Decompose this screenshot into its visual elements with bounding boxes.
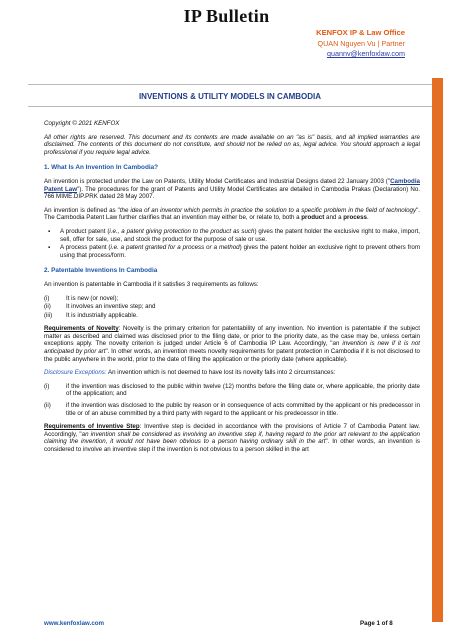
header-divider <box>28 84 432 85</box>
page-number: Page 1 of 8 <box>360 620 393 627</box>
copyright-line: Copyright © 2021 KENFOX <box>44 120 120 127</box>
email-link[interactable]: quannv@kenfoxlaw.com <box>326 49 405 58</box>
title-divider <box>28 106 432 107</box>
section-heading-1: 1. What Is An Invention In Cambodia? <box>44 164 159 172</box>
office-contact <box>316 28 405 60</box>
bullet-icon: ▪ <box>48 227 51 235</box>
paragraph-inventive-step: Requirements of Inventive Step: Inventive step is decided in accordance with the provisions of Article 7 of Cambodia Patent law. Accordingly, "an invention shall be considered as involving an inventive step if, having regard to the prior art relevant to the application claiming the invention, it would not have been obvious to a person having ordinary skill in the art". In other words, an invention is considered to involve an inventive step if the invention is not obvious to a person skilled in the art <box>44 423 420 453</box>
footer-website-link[interactable]: www.kenfoxlaw.com <box>44 620 105 627</box>
requirements-list <box>44 295 420 320</box>
list-item: ▪ A process patent (i.e. a patent granted for a process or a method) gives the patent holder an exclusive right to prevent others from using that process/form. <box>48 244 420 259</box>
paragraph-requirements-intro: An invention is patentable in Cambodia if it satisfies 3 requirements as follows: <box>44 280 259 288</box>
accent-sidebar <box>432 78 443 622</box>
bulletin-title: IP Bulletin <box>183 6 270 26</box>
exceptions-list <box>44 383 420 417</box>
patent-law-link[interactable]: Cambodia Patent Law <box>44 177 420 193</box>
list-item: (iii) It is industrially applicable. <box>44 311 138 319</box>
paragraph-disclosure-exceptions: Disclosure Exceptions: An invention which is not deemed to have lost its novelty falls into 2 circumstances: <box>44 369 336 377</box>
document-title: INVENTIONS & UTILITY MODELS IN CAMBODIA <box>138 92 322 101</box>
list-item: ▪ A product patent (i.e., a patent giving protection to the product as such) gives the patent holder the exclusive right to make, import, sell, offer for sale, use, and stock the product for the purpose of sale or use. <box>48 227 420 243</box>
paragraph-definition: An invention is defined as "the idea of an inventor which permits in practice the solution to a specific problem in the field of technology". The Cambodia Patent Law further clarifies that an invention may either be, or relate to, both a product and a process. <box>44 206 420 222</box>
patent-types-list <box>44 228 420 259</box>
disclaimer: All other rights are reserved. This document and its contents are made available on an "as is" basis, and all implied warranties are disclaimed. The contents of this document do not constitute, and should not be relied on as, legal advice. You should approach a legal professional if you require legal advice. <box>44 133 420 156</box>
list-item: (i) if the invention was disclosed to the public within twelve (12) months before the filing date or, where applicable, the priority date of the application; and <box>44 382 420 398</box>
list-item: (ii) if the invention was disclosed to the public by reason or in consequence of acts committed by the applicant or his predecessor in title or of an abuse committed by a third party with regard to the applicant or his predecessor in title. <box>44 402 420 417</box>
office-name: KENFOX IP & Law Office <box>316 28 405 37</box>
paragraph-novelty: Requirements of Novelty: Novelty is the primary criterion for patentability of any invention. No invention is patentable if the subject matter as described and claimed was disclosed prior to the filing date, or prior to the priority date, as the case may be, unless certain exceptions apply. The novelty criterion is judged under Article 6 of Cambodia IP Law. Accordingly, "an invention is new if it is not anticipated by prior art". In other words, an invention meets novelty requirements for patent protection in Cambodia if it is not disclosed to the public anywhere in the world, prior to the date of filing the application or the priority date (where applicable). <box>44 325 420 363</box>
list-item: (ii) It involves an inventive step; and <box>44 303 156 311</box>
section-heading-2: 2. Patentable Inventions In Cambodia <box>44 267 158 275</box>
bullet-icon: ▪ <box>48 244 51 252</box>
partner-name: QUAN Nguyen Vu | Partner <box>317 38 405 48</box>
document-body <box>44 120 420 460</box>
list-item: (i) It is new (or novel); <box>44 294 119 302</box>
paragraph-law: An invention is protected under the Law on Patents, Utility Model Certificates and Industrial Designs dated 22 January 2003 ("Cambodia Patent Law"). The procedures for the grant of Patents and Utility Model Certificates are detailed in Cambodia Prakas (Declaration) No. 766 MIME.DIP.PRK dated 28 May 2007. <box>44 177 420 201</box>
